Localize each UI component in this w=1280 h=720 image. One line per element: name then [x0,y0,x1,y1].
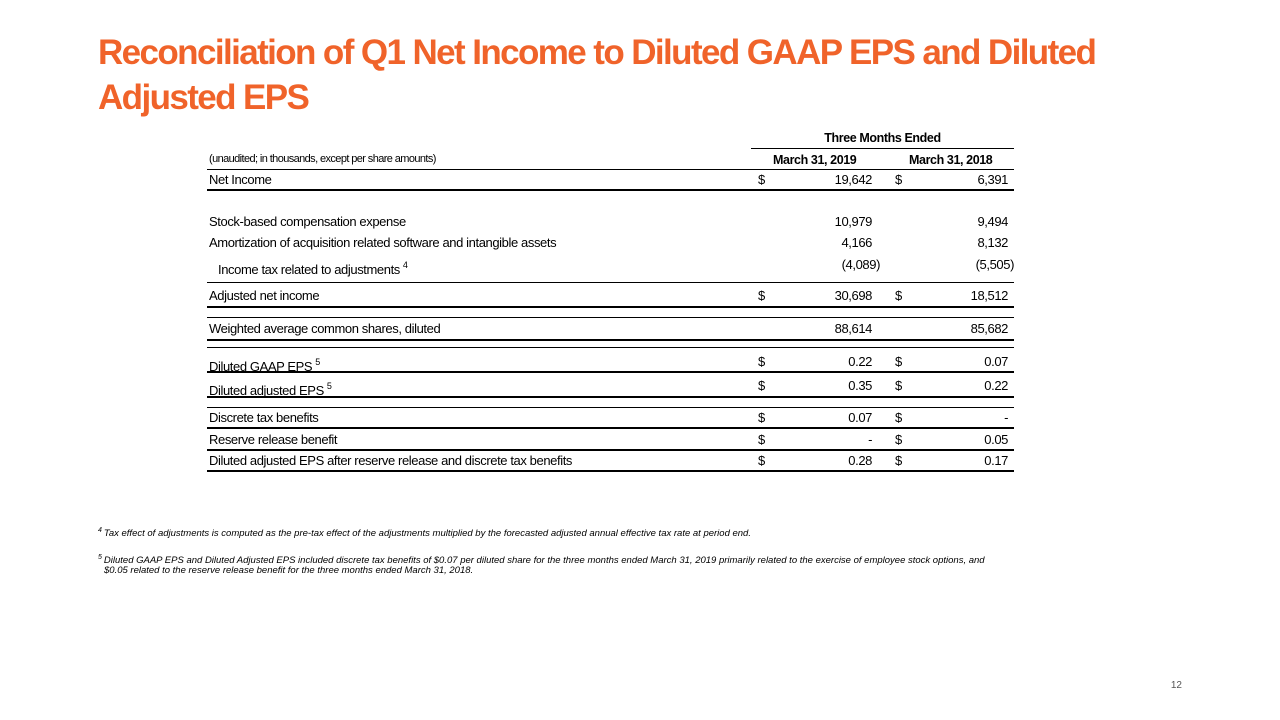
value-2018: 0.05 [984,432,1008,447]
currency-symbol: $ [895,378,902,393]
currency-symbol: $ [895,410,902,425]
currency-symbol: $ [895,453,902,468]
currency-symbol: $ [758,288,765,303]
row-rule [207,470,1014,472]
value-2019: 10,979 [834,214,872,229]
row-rule [207,306,1014,308]
row-label: Weighted average common shares, diluted [209,321,441,336]
currency-symbol: $ [758,354,765,369]
value-2019: (4,089) [841,257,880,272]
column-header-2019: March 31, 2019 [773,153,857,167]
currency-symbol: $ [895,354,902,369]
value-2018: 9,494 [977,214,1008,229]
row-label: Amortization of acquisition related software and intangible assets [209,235,557,250]
value-2018: (5,505) [975,257,1014,272]
value-2018: 85,682 [970,321,1008,336]
table-row [207,171,1014,189]
footnote-ref: 5 [315,357,320,367]
footnote-5-continued: $0.05 related to the reserve release benefit for the three months ended March 31, 2018. [104,565,474,576]
row-label: Diluted adjusted EPS after reserve release and discrete tax benefits [209,453,573,468]
row-label: Income tax related to adjustments $^4$ [218,260,408,277]
table-row [207,409,1014,427]
value-2019: 0.28 [848,453,872,468]
value-2019: 4,166 [841,235,872,250]
currency-symbol: $ [758,410,765,425]
group-header: Three Months Ended [751,130,1014,149]
table-row [207,377,1014,398]
footnote-ref: 5 [326,381,332,391]
row-label: Adjusted net income [209,288,320,303]
row-label: Discrete tax benefits [209,410,319,425]
table-row [207,287,1014,305]
value-2018: 0.17 [984,453,1008,468]
value-2018: 6,391 [977,172,1008,187]
value-2019: 19,642 [834,172,872,187]
row-rule [207,317,1014,318]
value-2019: 88,614 [834,321,872,336]
currency-symbol: $ [895,432,902,447]
table-row [207,256,1014,277]
currency-symbol: $ [758,172,765,187]
row-rule [207,427,1014,429]
table-row [207,431,1014,449]
row-rule [207,282,1014,283]
value-2018: 18,512 [970,288,1008,303]
row-rule [207,347,1014,348]
row-rule [207,371,1014,373]
currency-symbol: $ [758,432,765,447]
units-note: (unaudited; in thousands, except per share amounts) [209,153,436,165]
row-rule [207,407,1014,408]
value-2019: 30,698 [834,288,872,303]
value-2018: 0.22 [984,378,1008,393]
value-2018: - [1004,410,1008,425]
table-row [207,213,1014,231]
value-2019: 0.22 [848,354,872,369]
page-number: 12 [1170,680,1182,691]
currency-symbol: $ [758,453,765,468]
column-header-2018: March 31, 2018 [909,153,993,167]
value-2019: 0.07 [848,410,872,425]
currency-symbol: $ [895,172,902,187]
row-label: Reserve release benefit [209,432,338,447]
row-label: Diluted GAAP EPS $^5$ [209,357,320,374]
row-label: Diluted adjusted EPS $^5$ [209,381,332,398]
row-rule [207,339,1014,341]
header-rule [207,169,1014,170]
table-row [207,320,1014,338]
row-label: Net Income [209,172,272,187]
table-row [207,452,1014,470]
row-rule [207,189,1014,191]
row-rule [207,396,1014,398]
footnote-5: $^5$ Diluted GAAP EPS and Diluted Adjusted EPS included discrete tax benefits of $0.07 per diluted share for the three months ended March 31, 2019 primarily related to the exercise of employee stock options, and [98,554,985,566]
value-2019: - [868,432,872,447]
table-row [207,234,1014,252]
value-2019: 0.35 [848,378,872,393]
value-2018: 8,132 [977,235,1008,250]
table-row [207,353,1014,374]
currency-symbol: $ [895,288,902,303]
page-title: Reconciliation of Q1 Net Income to Diluted GAAP EPS and Diluted Adjusted EPS [98,33,1096,117]
footnote-ref: 4 [402,260,408,270]
row-rule [207,449,1014,451]
currency-symbol: $ [758,378,765,393]
footnote-4: $^4$ Tax effect of adjustments is computed as the pre-tax effect of the adjustments multiplied by the forecasted adjusted annual effective tax rate at period end. [98,527,751,539]
value-2018: 0.07 [984,354,1008,369]
row-label: Stock-based compensation expense [209,214,406,229]
